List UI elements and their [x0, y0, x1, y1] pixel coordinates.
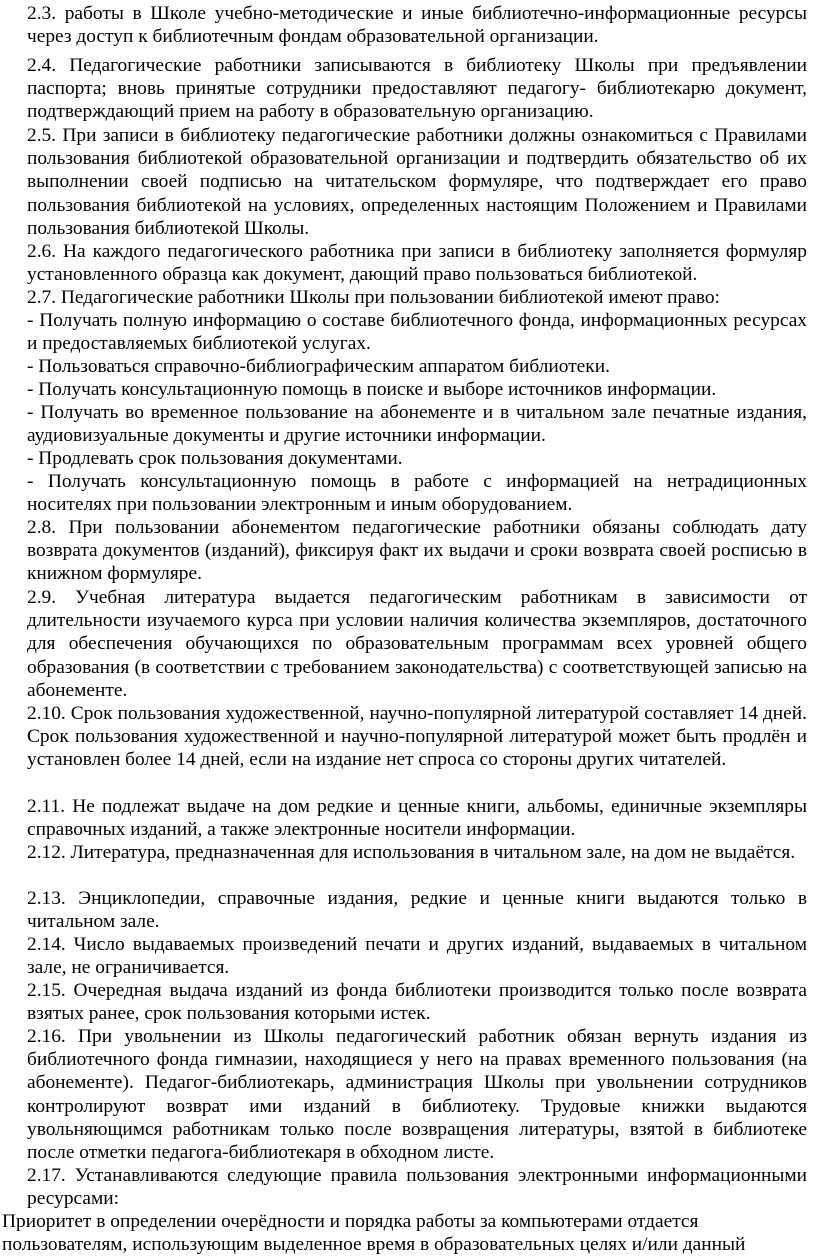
paragraph-2-4: 2.4. Педагогические работники записываются в библиотеку Школы при предъявлении паспорта; вновь принятые сотрудники предоставляют педагогу- библиотекарю документ, подтверждающий прием на работу в образовательную организацию.: [27, 55, 807, 123]
paragraph-2-13: 2.13. Энциклопедии, справочные издания, редкие и ценные книги выдаются только в читальном зале.: [27, 888, 807, 933]
paragraph-2-12: 2.12. Литература, предназначенная для использования в читальном зале, на дом не выдаётся.: [27, 842, 796, 863]
paragraph-priority: Приоритет в определении очерёдности и порядка работы за компьютерами отдается пользователям, использующим выделенное время в образовательных целях и/или данный: [2, 1211, 746, 1256]
paragraph-2-11: 2.11. Не подлежат выдаче на дом редкие и ценные книги, альбомы, единичные экземпляры справочных изданий, а также электронные носители информации.: [27, 796, 807, 841]
paragraph-2-15: 2.15. Очередная выдача изданий из фонда библиотеки производится только после возврата взятых ранее, срок пользования которыми истек.: [27, 980, 807, 1025]
paragraph-2-9: 2.9. Учебная литература выдается педагогическим работникам в зависимости от длительности изучаемого курса при условии наличия количества экземпляров, достаточного для обеспечения обучающихся по образовательным программам всех уровней общего образования (в соответствии с требованием законодательства) с соответствующей записью на абонементе.: [27, 587, 807, 701]
paragraph-2-17: 2.17. Устанавливаются следующие правила пользования электронными информационными ресурсами:: [27, 1165, 807, 1210]
paragraph-2-7: 2.7. Педагогические работники Школы при пользовании библиотекой имеют право:: [27, 287, 720, 308]
paragraph-2-6: 2.6. На каждого педагогического работника при записи в библиотеку заполняется формуляр установленного образца как документ, дающий право пользоваться библиотекой.: [27, 241, 807, 286]
paragraph-2-5: 2.5. При записи в библиотеку педагогические работники должны ознакомиться с Правилами пользования библиотекой образовательной организации и подтвердить обязательство об их выполнении своей подписью на читательском формуляре, что подтверждает его право пользования библиотекой на условиях, определенных настоящим Положением и Правилами пользования библиотекой Школы.: [27, 125, 807, 239]
list-item-extend: - Продлевать срок пользования документами.: [27, 448, 403, 469]
list-item-full-info: - Получать полную информацию о составе библиотечного фонда, информационных ресурсах и предоставляемых библиотекой услугах.: [27, 310, 807, 355]
list-item-electronic: - Получать консультационную помощь в работе с информацией на нетрадиционных носителях при пользовании электронным и иным оборудованием.: [27, 471, 807, 516]
paragraph-2-16: 2.16. При увольнении из Школы педагогический работник обязан вернуть издания из библиотечного фонда гимназии, находящиеся у него на правах временного пользования (на абонементе). Педагог-библиотекарь, администрация Школы при увольнении сотрудников контролируют возврат ими изданий в библиотеку. Трудовые книжки выдаются увольняющимся работникам только после возвращения литературы, взятой в библиотеке после отметки педагога-библиотекаря в обходном листе.: [27, 1026, 807, 1164]
paragraph-2-8: 2.8. При пользовании абонементом педагогические работники обязаны соблюдать дату возврата документов (изданий), фиксируя факт их выдачи и сроки возврата своей росписью в книжном формуляре.: [27, 517, 807, 585]
list-item-consult: - Получать консультационную помощь в поиске и выборе источников информации.: [27, 379, 717, 400]
paragraph-2-14: 2.14. Число выдаваемых произведений печати и других изданий, выдаваемых в читальном зале, не ограничивается.: [27, 934, 807, 979]
paragraph-2-10: 2.10. Срок пользования художественной, научно-популярной литературой составляет 14 дней. Срок пользования художественной и научно-популярной литературой может быть продлён и установлен более 14 дней, если на издание нет спроса со стороны других читателей.: [27, 703, 807, 771]
paragraph-2-3: 2.3. работы в Школе учебно-методические и иные библиотечно-информационные ресурсы через доступ к библиотечным фондам образовательной организации.: [27, 3, 807, 48]
list-item-reference: - Пользоваться справочно-библиографическим аппаратом библиотеки.: [27, 356, 610, 377]
list-item-temporary-use: - Получать во временное пользование на абонементе и в читальном зале печатные издания, аудиовизуальные документы и другие источники информации.: [27, 402, 807, 447]
